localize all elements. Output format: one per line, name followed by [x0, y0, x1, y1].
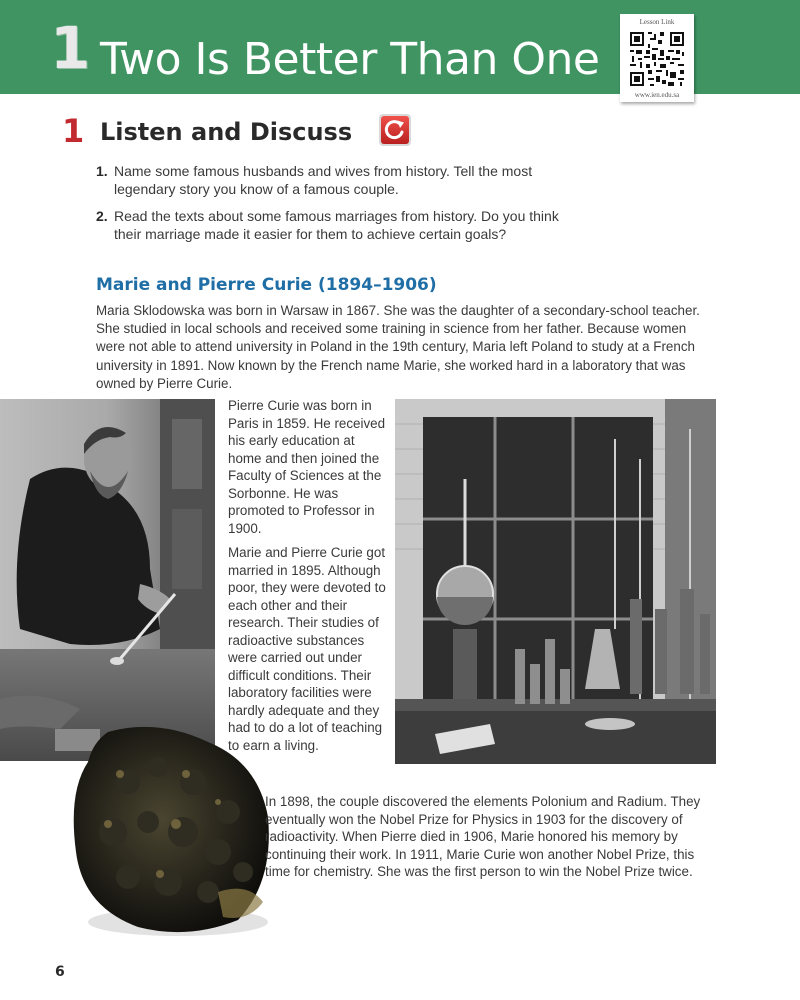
laboratory-photo: [395, 399, 716, 764]
qr-caption: Lesson Link: [639, 18, 675, 26]
article-title: Marie and Pierre Curie (1894–1906): [96, 275, 437, 295]
question-item: [96, 162, 586, 198]
marriage-paragraph: Marie and Pierre Curie got married in 1895. Although poor, they were devoted to each other and their research. Their studies of radioactive substances were carried out under difficult conditions. Their laboratory facilities were hardly adequate and they had to do a lot of teaching to earn a living.: [228, 545, 386, 753]
pierre-curie-photo: [0, 399, 215, 761]
unit-title: Two Is Better Than One: [100, 34, 600, 85]
unit-number: 1: [50, 14, 91, 82]
audio-replay-icon[interactable]: [378, 113, 412, 147]
question-text: Read the texts about some famous marriages from history. Do you think their marriage made it easier for them to achieve certain goals?: [114, 208, 559, 242]
radium-ore-rock-image: [68, 722, 274, 942]
section-number: 1: [62, 112, 85, 150]
qr-code-icon: [628, 30, 686, 88]
page-number: 6: [55, 964, 65, 980]
discussion-questions: [96, 162, 586, 252]
question-item: [96, 207, 586, 243]
question-text: Name some famous husbands and wives from history. Tell the most legendary story you know of a famous couple.: [114, 163, 533, 197]
pierre-paragraph: Pierre Curie was born in Paris in 1859. He received his early education at home and then joined the Faculty of Sciences at the Sorbonne. He was promoted to Professor in 1900.: [228, 398, 386, 536]
intro-paragraph: Maria Sklodowska was born in Warsaw in 1867. She was the daughter of a secondary-school teacher. She studied in local schools and received some training in science from her father. Because women were not able to attend university in Poland in the 19th century, Maria left Poland to study at a French university in 1891. Now known by the French name Marie, she worked hard in a laboratory that was owned by Pierre Curie.: [96, 303, 700, 391]
question-number: 1.: [96, 163, 108, 179]
qr-url: www.ien.edu.sa: [634, 91, 680, 99]
discovery-paragraph: In 1898, the couple discovered the elements Polonium and Radium. They eventually won the Nobel Prize for Physics in 1903 for the discovery of radioactivity. When Pierre died in 1906, Marie honored his memory by continuing their work. In 1911, Marie Curie won another Nobel Prize, this time for chemistry. She was the first person to win the Nobel Prize twice.: [265, 794, 701, 879]
question-number: 2.: [96, 208, 108, 224]
lesson-link-qr-card[interactable]: [620, 14, 694, 102]
section-title: Listen and Discuss: [100, 118, 353, 146]
